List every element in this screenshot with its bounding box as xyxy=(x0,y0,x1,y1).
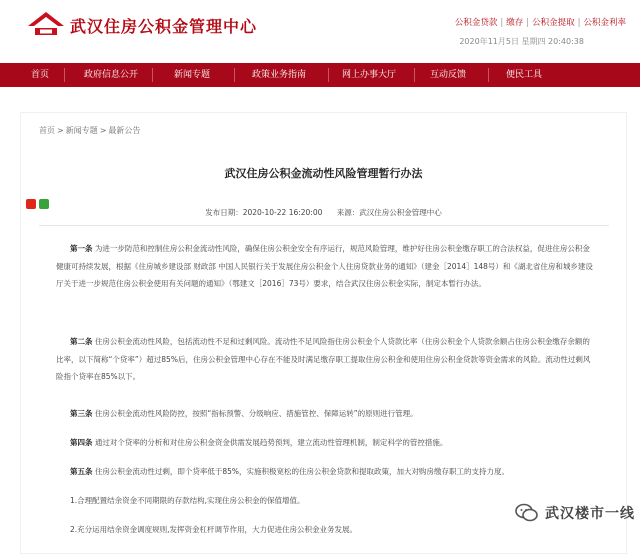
article-clause-text: 通过对个贷率的分析和对住房公积金资金供需发展趋势预判，建立流动性管理机制，制定科学的管控措施。 xyxy=(94,438,448,447)
article-paragraph xyxy=(56,405,593,423)
article-clause-text: 住房公积金流动性过剩，即个贷率低于85%，实施积极宽松的住房公积金贷款和提取政策，加大对购房缴存职工的支持力度。 xyxy=(94,467,510,476)
article-clause-label: 第二条 xyxy=(70,337,93,346)
nav-item-online-service[interactable]: 网上办事大厅 xyxy=(341,70,396,80)
article-clause-label: 第三条 xyxy=(70,409,93,418)
article-paragraph xyxy=(56,492,593,510)
quick-link-withdraw[interactable]: 公积金提取 xyxy=(532,18,575,28)
article-clause-text: 住房公积金流动性风险防控，按照“指标预警、分级响应、措施管控、保障运转”的原则进行管理。 xyxy=(94,409,418,418)
nav-item-news[interactable]: 新闻专题 xyxy=(173,70,210,80)
breadcrumb-current[interactable]: 最新公告 xyxy=(108,126,141,135)
breadcrumb-home[interactable]: 首页 xyxy=(39,126,55,135)
article-clause-text: 2.充分运用结余资金调度规则,发挥资金杠杆调节作用，大力促进住房公积金业务发展。 xyxy=(70,525,358,534)
quick-link-rate[interactable]: 公积金利率 xyxy=(583,18,626,28)
wechat-icon xyxy=(515,502,539,524)
article-paragraph xyxy=(56,240,593,293)
nav-item-gov-info[interactable]: 政府信息公开 xyxy=(83,70,138,80)
article-clause-label: 第一条 xyxy=(70,244,93,253)
nav-item-feedback[interactable]: 互动反馈 xyxy=(429,70,466,80)
current-datetime: 2020年11月5日 星期四 20:40:38 xyxy=(459,37,584,46)
nav-divider xyxy=(152,68,153,82)
logo-icon[interactable] xyxy=(26,10,66,38)
nav-divider xyxy=(328,68,329,82)
article-paragraph xyxy=(56,434,593,452)
article-source: 来源：武汉住房公积金管理中心 xyxy=(336,208,442,217)
article-clause-label: 第五条 xyxy=(70,467,93,476)
nav-item-policy-guide[interactable]: 政策业务指南 xyxy=(251,70,306,80)
article-paragraph xyxy=(56,463,593,481)
article-clause-label: 第四条 xyxy=(70,438,93,447)
article-meta xyxy=(21,207,626,218)
nav-item-home[interactable]: 首页 xyxy=(30,70,49,80)
site-header xyxy=(0,0,640,62)
watermark xyxy=(515,500,635,526)
article-paragraph xyxy=(56,333,593,386)
article-clause-text: 为进一步防范和控制住房公积金流动性风险，确保住房公积金安全有序运行，规范风险管理，维护好住房公积金缴存职工的合法权益，促进住房公积金健康可持续发展，根据《住房城乡建设部 财政部 中国人民银行关于发展住房公积金个人住房贷款业务的通知》（建金［2014］148号）和《湖北省住房和城乡建设厅关于进一步规范住房公积金使用有关问题的通知》（鄂建文［2016］73号）要求，结合武汉住房公积金实际，制定本暂行办法。 xyxy=(56,244,593,288)
breadcrumb: 首页 > 新闻专题 > 最新公告 xyxy=(39,126,141,135)
share-buttons xyxy=(26,194,52,204)
breadcrumb-news[interactable]: 新闻专题 xyxy=(65,126,98,135)
article-title: 武汉住房公积金流动性风险管理暂行办法 xyxy=(224,167,423,180)
article-paragraph xyxy=(56,521,593,539)
nav-divider xyxy=(234,68,235,82)
article-container xyxy=(20,112,627,554)
quick-links: 公积金贷款 | 缴存 | 公积金提取 | 公积金利率 xyxy=(454,18,626,28)
nav-divider xyxy=(64,68,65,82)
site-title[interactable]: 武汉住房公积金管理中心 xyxy=(70,17,258,36)
quick-link-loan[interactable]: 公积金贷款 xyxy=(454,18,498,28)
article-clause-text: 1.合理配置结余资金不同期限的存款结构,实现住房公积金的保值增值。 xyxy=(70,496,305,505)
nav-item-tools[interactable]: 便民工具 xyxy=(505,70,542,80)
nav-divider xyxy=(414,68,415,82)
main-nav xyxy=(0,63,640,87)
divider xyxy=(39,225,609,226)
quick-link-deposit[interactable]: 缴存 xyxy=(506,18,524,28)
article-clause-text: 住房公积金流动性风险，包括流动性不足和过剩风险。流动性不足风险指住房公积金个人贷款比率（住房公积金个人贷款余额占住房公积金缴存余额的比率，以下简称“个贷率”）超过85%后，住房公积金管理中心存在不能及时满足缴存职工提取住房公积金和使用住房公积金贷款等资金需求的风险。流动性过剩风险指个贷率在85%以下。 xyxy=(56,337,591,381)
publish-date: 发布日期：2020-10-22 16:20:00 xyxy=(205,208,323,217)
nav-divider xyxy=(488,68,489,82)
watermark-text: 武汉楼市一线 xyxy=(545,506,635,522)
